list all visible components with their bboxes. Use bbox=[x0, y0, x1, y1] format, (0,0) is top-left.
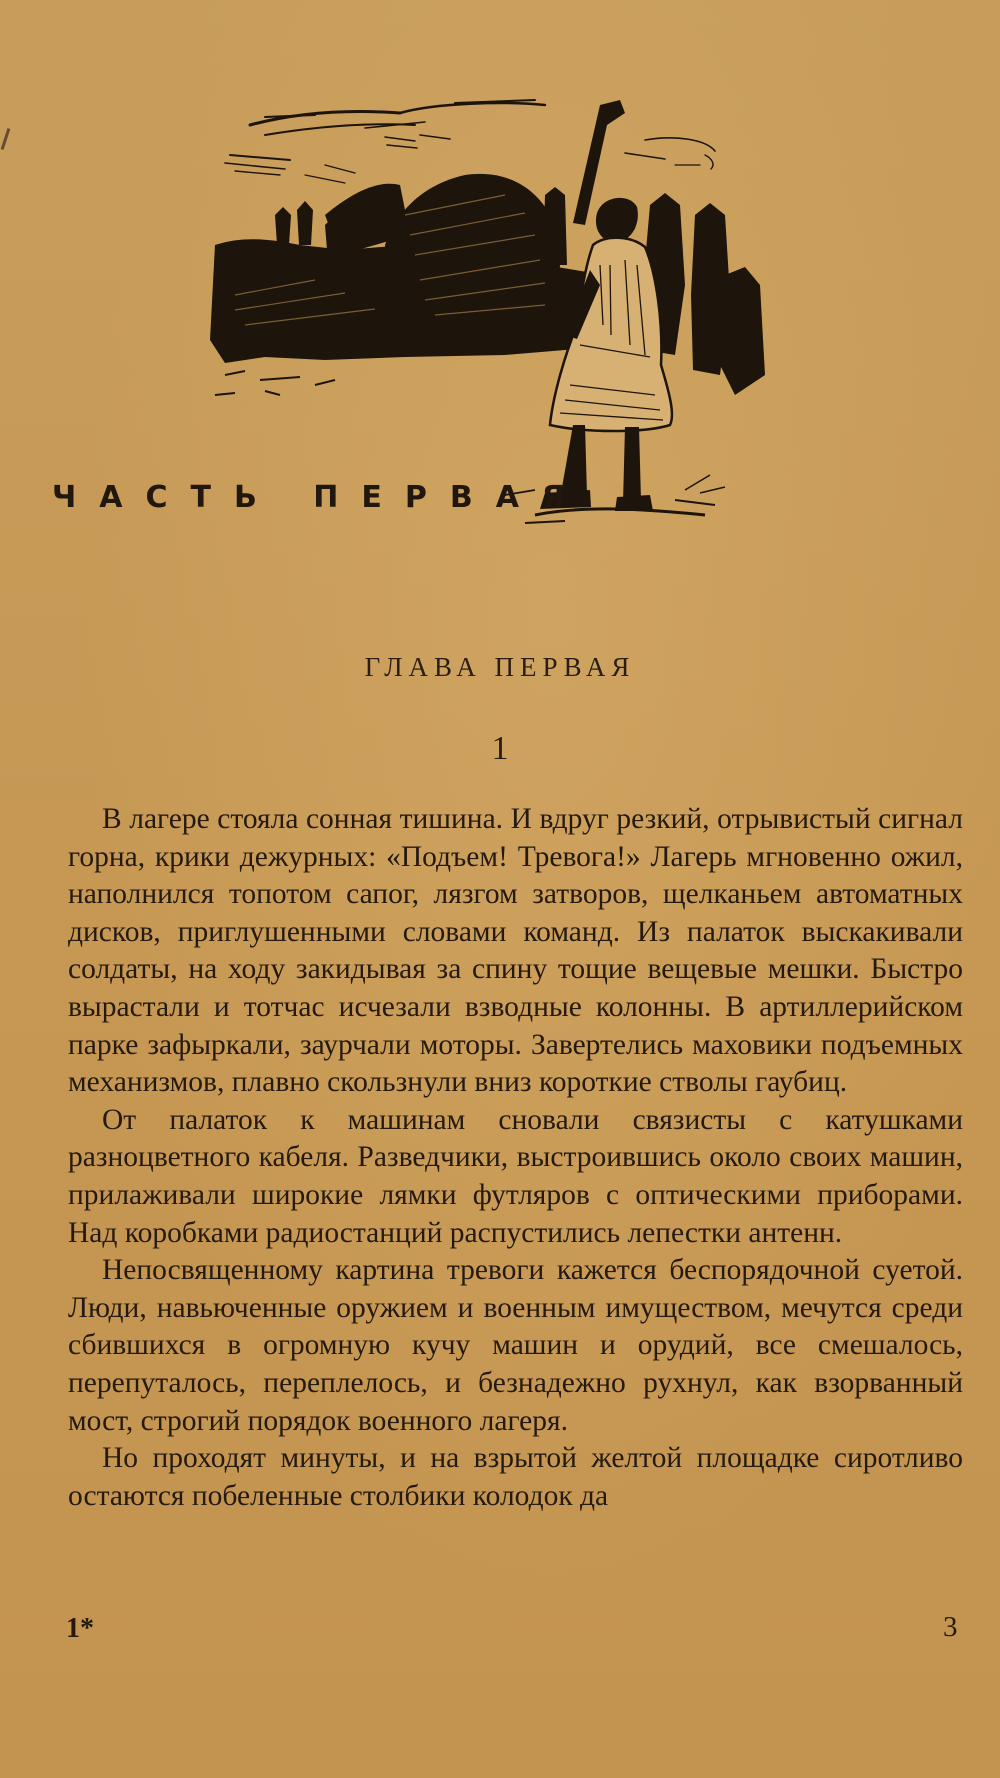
footer-signature: 1* bbox=[66, 1613, 94, 1644]
paragraph-2: От палаток к машинам сновали связисты с катушками разноцветного кабеля. Разведчики, выстроившись около своих машин, прилаживали широкие лямки футляров с оптическими приборами. Над коробками радиостанций распустились лепестки антенн. bbox=[68, 1103, 963, 1249]
page-number: 3 bbox=[943, 1611, 958, 1643]
paragraph-4: Но проходят минуты, и на взрытой желтой площадке сиротливо остаются побеленные столбики колодок да bbox=[68, 1442, 963, 1512]
part-title: ЧАСТЬ ПЕРВАЯ bbox=[52, 480, 589, 515]
body-text bbox=[68, 801, 963, 1515]
paragraph-3: Непосвященному картина тревоги кажется беспорядочной суетой. Люди, навьюченные оружием и военным имуществом, мечутся среди сбившихся в огромную кучу машин и орудий, все смешалось, перепуталось, переплелось, и безнадежно рухнул, как взорванный мост, строгий порядок военного лагеря. bbox=[68, 1254, 963, 1437]
paragraph-1: В лагере стояла сонная тишина. И вдруг резкий, отрывистый сигнал горна, крики дежурных: «Подъем! Тревога!» Лагерь мгновенно ожил, наполнился топотом сапог, лязгом затворов, щелканьем автоматных дисков, приглушенными словами команд. Из палаток выскакивали солдаты, на ходу закидывая за спину тощие вещевые мешки. Быстро вырастали и тотчас исчезали взводные колонны. В артиллерийском парке зафыркали, заурчали моторы. Завертелись маховики подъемных механизмов, плавно скользнули вниз короткие стволы гаубиц. bbox=[68, 803, 963, 1099]
page-edge-mark bbox=[1, 128, 11, 150]
section-number: 1 bbox=[491, 730, 509, 767]
chapter-title: ГЛАВА ПЕРВАЯ bbox=[364, 652, 636, 682]
